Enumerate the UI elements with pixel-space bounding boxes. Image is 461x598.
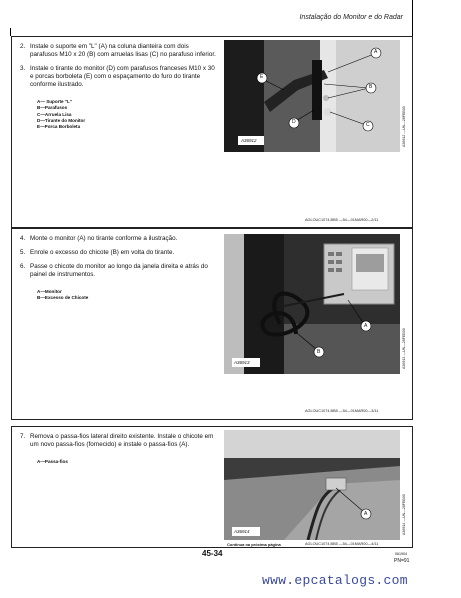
legend-item: A— Suporte "L" bbox=[37, 99, 72, 104]
step-5 bbox=[20, 249, 216, 257]
step-2 bbox=[20, 43, 216, 59]
legend-item: D—Tirante do Monitor bbox=[37, 117, 86, 123]
step-text: Passe o chicote do monitor ao longo da janela direita e atrás do painel de instrumentos. bbox=[30, 263, 208, 278]
callout-label: A bbox=[364, 511, 368, 517]
header-rule-right bbox=[412, 0, 413, 36]
step-3 bbox=[20, 65, 216, 89]
photo-id-label: A36913 bbox=[234, 360, 250, 365]
photo-id-label: A36914 bbox=[234, 529, 250, 534]
callout-label: A bbox=[374, 49, 378, 55]
panel-footer-code: AGLOUC1074,BB5 —54—01MAR00—4/11 bbox=[305, 542, 379, 546]
callout-label: B bbox=[317, 349, 321, 355]
panel-2-text bbox=[20, 235, 216, 302]
instruction-panel-2 bbox=[11, 228, 413, 420]
panel-footer-code: AGLOUC1074,BB5 —54—01MAR00—3/11 bbox=[305, 409, 379, 413]
callout-label: A bbox=[364, 323, 368, 329]
photo-a36912 bbox=[224, 40, 400, 152]
instruction-panel-3 bbox=[11, 426, 413, 548]
step-number: 2. bbox=[20, 43, 26, 50]
step-number: 6. bbox=[20, 263, 26, 270]
instruction-panel-1 bbox=[11, 36, 413, 228]
panel-footer-code: AGLOUC1074,BB5 —54—01MAR00—2/11 bbox=[305, 218, 379, 222]
photo-side-code: A36912 —UN—28FEB00 bbox=[402, 106, 406, 147]
step-text: Instale o suporte em "L" (A) na coluna dianteira com dois parafusos M10 x 20 (B) com arruelas lisas (C) no parafuso inferior. bbox=[30, 43, 216, 58]
legend-item: E—Porca Borboleta bbox=[37, 124, 81, 130]
callout-label: C bbox=[366, 122, 370, 128]
step-7 bbox=[20, 433, 216, 449]
step-number: 5. bbox=[20, 249, 26, 256]
pn-number: PN=91 bbox=[394, 558, 410, 564]
step-text: Monte o monitor (A) no tirante conforme a ilustração. bbox=[30, 235, 178, 242]
step-4 bbox=[20, 235, 216, 243]
step-number: 7. bbox=[20, 433, 26, 440]
legend-item: B—Excesso de Chicote bbox=[37, 295, 89, 301]
photo-side-code: A36914 —UN—28FEB00 bbox=[402, 494, 406, 535]
page-number: 45-34 bbox=[202, 549, 223, 558]
legend-item: A—Monitor bbox=[37, 289, 62, 294]
panel-1-text bbox=[20, 43, 216, 130]
header-rule-left bbox=[10, 28, 11, 36]
callout-label: B bbox=[369, 84, 373, 90]
watermark-link[interactable]: www.epcatalogs.com bbox=[262, 573, 408, 588]
photo-side-code: A36913 —UN—28FEB00 bbox=[402, 328, 406, 369]
legend bbox=[20, 289, 216, 302]
step-text: Remova o passa-fios lateral direito existente. Instale o chicote em um novo passa-fios (fornecido) e instale o passa-fios (A). bbox=[30, 433, 214, 448]
legend-item: A—Passa-fios bbox=[37, 459, 68, 464]
continue-note: Continua na próxima página bbox=[227, 542, 281, 547]
step-number: 4. bbox=[20, 235, 26, 242]
callout-label: D bbox=[292, 119, 296, 125]
step-text: Enrole o excesso do chicote (B) em volta do tirante. bbox=[30, 249, 175, 256]
step-text: Instale o tirante do monitor (D) com parafusos franceses M10 x 30 e porcas borboleta (E) com o espaçamento do furo do tirante conforme ilustrado. bbox=[30, 65, 215, 88]
step-6 bbox=[20, 263, 216, 279]
panel-3-text bbox=[20, 433, 216, 465]
page-header-title: Instalação do Monitor e do Radar bbox=[299, 14, 403, 21]
callout-label: E bbox=[260, 74, 264, 80]
legend bbox=[20, 99, 216, 130]
photo-a36914 bbox=[224, 430, 400, 540]
photo-id-label: A36912 bbox=[241, 138, 257, 143]
legend-item: C—Arruela Lisa bbox=[37, 111, 72, 117]
photo-a36913 bbox=[224, 234, 400, 374]
legend-item: B—Parafusos bbox=[37, 105, 68, 111]
step-number: 3. bbox=[20, 65, 26, 72]
print-date: 061904 bbox=[395, 552, 407, 556]
legend bbox=[20, 459, 216, 465]
